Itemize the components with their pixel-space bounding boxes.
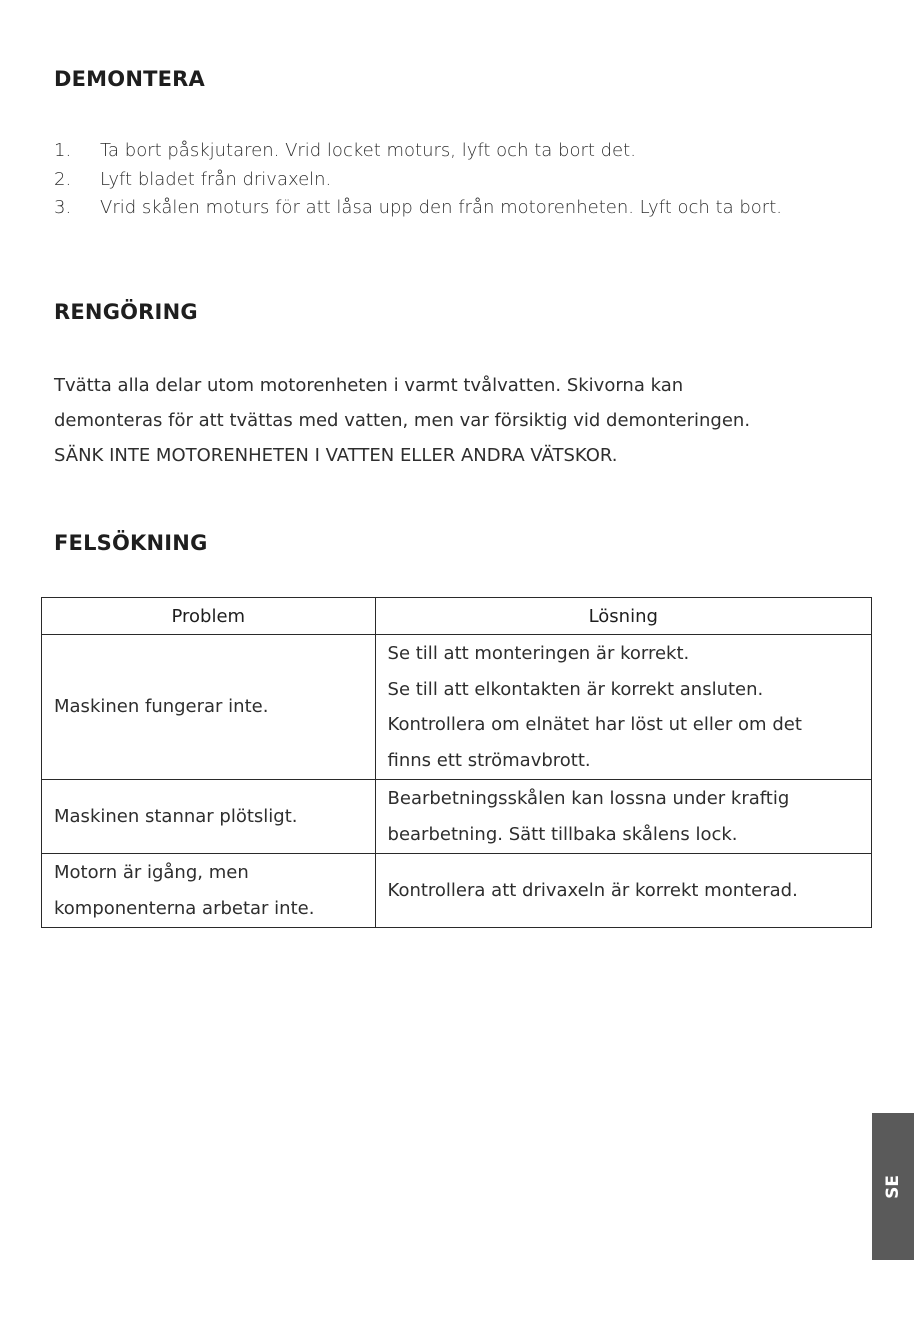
cell-line: Bearbetningsskålen kan lossna under kraftig [387, 788, 790, 809]
language-tab [872, 1113, 914, 1260]
solution-cell [375, 854, 871, 928]
cell-line: Se till att monteringen är korrekt. [387, 643, 690, 664]
cleaning-paragraph [54, 368, 854, 473]
list-item [54, 166, 782, 195]
column-header-problem: Problem [42, 598, 376, 635]
step-text: Vrid skålen moturs för att låsa upp den från motorenheten. Lyft och ta bort. [100, 197, 782, 218]
table-row [42, 635, 872, 780]
step-text: Ta bort påskjutaren. Vrid locket moturs, lyft och ta bort det. [100, 140, 636, 161]
cell-line: Motorn är igång, men [54, 862, 249, 883]
solution-cell [375, 780, 871, 854]
problem-cell [42, 854, 376, 928]
cell-line: Maskinen stannar plötsligt. [54, 805, 298, 827]
table-header-row [42, 598, 872, 635]
cell-line: komponenterna arbetar inte. [54, 897, 315, 919]
cell-line: Kontrollera att drivaxeln är korrekt monterad. [387, 879, 798, 901]
section-title-rengoring: RENGÖRING [54, 300, 198, 324]
problem-cell [42, 635, 376, 780]
list-item [54, 137, 782, 166]
section-title-felsokning: FELSÖKNING [54, 531, 208, 555]
step-text: Lyft bladet från drivaxeln. [100, 168, 332, 190]
paragraph-line: SÄNK INTE MOTORENHETEN I VATTEN ELLER ANDRA VÄTSKOR. [54, 445, 618, 466]
cell-line: Kontrollera om elnätet har löst ut eller om det [387, 714, 802, 735]
cell-line: Maskinen fungerar inte. [54, 696, 269, 718]
step-number: 1. [54, 140, 72, 161]
section-title-demontera: DEMONTERA [54, 67, 205, 91]
list-item [54, 194, 782, 223]
cell-line: finns ett strömavbrott. [387, 749, 591, 771]
paragraph-line: Tvätta alla delar utom motorenheten i varmt tvålvatten. Skivorna kan [54, 375, 684, 396]
solution-cell [375, 635, 871, 780]
troubleshooting-table [41, 597, 872, 928]
problem-cell [42, 780, 376, 854]
paragraph-line: demonteras för att tvättas med vatten, men var försiktig vid demonteringen. [54, 410, 751, 431]
cell-line: Se till att elkontakten är korrekt ansluten. [387, 678, 764, 700]
column-header-solution: Lösning [375, 598, 871, 635]
table-row [42, 780, 872, 854]
table-row [42, 854, 872, 928]
cell-line: bearbetning. Sätt tillbaka skålens lock. [387, 823, 738, 845]
step-number: 3. [54, 197, 72, 218]
language-tab-label: SE [883, 1174, 903, 1199]
disassembly-steps-list [54, 137, 782, 223]
step-number: 2. [54, 168, 72, 190]
